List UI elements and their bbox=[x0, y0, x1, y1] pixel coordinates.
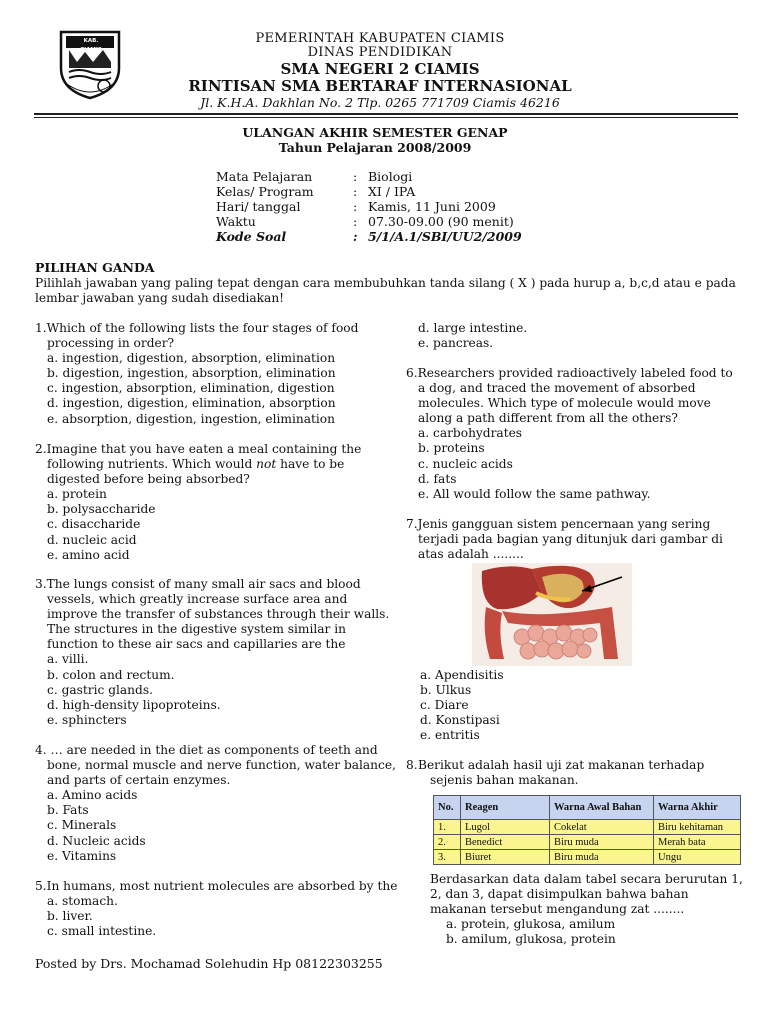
option: a. carbohydrates bbox=[418, 426, 523, 441]
option: d. large intestine. bbox=[418, 321, 528, 335]
info-key: Kelas/ Program bbox=[216, 184, 314, 199]
info-value: XI / IPA bbox=[368, 184, 416, 199]
option: a. ingestion, digestion, absorption, elimination bbox=[47, 351, 336, 366]
instruction-line-2: lembar jawaban yang sudah disediakan! bbox=[35, 291, 285, 305]
digestive-system-illustration bbox=[472, 563, 632, 666]
question-text: 3.The lungs consist of many small air sacs and blood bbox=[35, 577, 361, 591]
question-text: 1.Which of the following lists the four stages of food bbox=[35, 321, 359, 335]
option: e. All would follow the same pathway. bbox=[418, 486, 651, 501]
question-text: 2, dan 3, dapat disimpulkan bahwa bahan bbox=[430, 887, 689, 902]
question-8-after-table bbox=[430, 872, 743, 947]
table-row bbox=[434, 820, 741, 835]
table-cell: 2. bbox=[434, 835, 461, 850]
question-8 bbox=[418, 758, 704, 788]
exam-info bbox=[216, 169, 616, 249]
question-text: Berikut adalah hasil uji zat makanan terhadap bbox=[418, 758, 705, 772]
option: b. proteins bbox=[418, 441, 485, 456]
info-key: Mata Pelajaran bbox=[216, 169, 313, 184]
table-header: Reagen bbox=[461, 796, 550, 820]
option: c. disaccharide bbox=[47, 517, 141, 532]
question-4 bbox=[35, 743, 396, 864]
info-row: Hari/ tanggal : Kamis, 11 Juni 2009 bbox=[216, 199, 496, 214]
table-cell: Lugol bbox=[461, 820, 550, 835]
table-cell: Ungu bbox=[654, 850, 741, 865]
table-cell: Benedict bbox=[461, 835, 550, 850]
question-text: molecules. Which type of molecule would move bbox=[418, 396, 711, 411]
option: c. small intestine. bbox=[47, 924, 157, 939]
info-row-code: Kode Soal : 5/1/A.1/SBI/UU2/2009 bbox=[216, 229, 522, 244]
info-row: Kelas/ Program : XI / IPA bbox=[216, 184, 416, 199]
instruction-line-1: Pilihlah jawaban yang paling tepat dengan cara membubuhkan tanda silang ( X ) pada hurup a, b,c,d atau e pada bbox=[35, 276, 736, 290]
question-7-options bbox=[420, 668, 504, 743]
header-school: SMA NEGERI 2 CIAMIS bbox=[280, 60, 480, 78]
question-text: sejenis bahan makanan. bbox=[430, 773, 579, 788]
option: b. Fats bbox=[47, 803, 89, 818]
question-2 bbox=[35, 442, 361, 563]
table-header: Warna Awal Bahan bbox=[550, 796, 654, 820]
footer-credit: Posted by Drs. Mochamad Solehudin Hp 08122303255 bbox=[35, 956, 383, 971]
option: a. Amino acids bbox=[47, 788, 138, 803]
option: a. protein bbox=[47, 487, 107, 502]
question-text: 2.Imagine that you have eaten a meal containing the bbox=[35, 442, 362, 456]
option: d. Nucleic acids bbox=[47, 833, 146, 848]
option: b. amilum, glukosa, protein bbox=[446, 932, 616, 947]
info-value: 07.30-09.00 (90 menit) bbox=[368, 214, 514, 229]
question-text: 7.Jenis gangguan sistem pencernaan yang sering bbox=[406, 517, 711, 531]
table-cell: Biru muda bbox=[550, 835, 654, 850]
table-cell: 1. bbox=[434, 820, 461, 835]
question-text: Berdasarkan data dalam tabel secara berurutan 1, bbox=[430, 872, 743, 886]
question-text: makanan tersebut mengandung zat ........ bbox=[430, 902, 685, 917]
option: b. polysaccharide bbox=[47, 502, 156, 517]
info-value: Biologi bbox=[368, 169, 413, 184]
table-cell: Biru muda bbox=[550, 850, 654, 865]
table-cell: Cokelat bbox=[550, 820, 654, 835]
info-key: Waktu bbox=[216, 214, 256, 229]
option: d. fats bbox=[418, 471, 457, 486]
option: d. Konstipasi bbox=[420, 713, 500, 728]
table-row bbox=[434, 835, 741, 850]
option: b. colon and rectum. bbox=[47, 667, 175, 682]
question-text: and parts of certain enzymes. bbox=[47, 773, 231, 788]
header-address: Jl. K.H.A. Dakhlan No. 2 Tlp. 0265 771709 Ciamis 46216 bbox=[200, 95, 560, 110]
question-1 bbox=[35, 321, 358, 427]
table-header-row bbox=[434, 796, 741, 820]
option: c. ingestion, absorption, elimination, digestion bbox=[47, 381, 335, 396]
option: e. sphincters bbox=[47, 712, 127, 727]
option: a. stomach. bbox=[47, 894, 118, 909]
option: d. nucleic acid bbox=[47, 532, 137, 547]
question-text: bone, normal muscle and nerve function, water balance, bbox=[47, 758, 396, 773]
option: c. gastric glands. bbox=[47, 682, 153, 697]
question-text: processing in order? bbox=[47, 336, 175, 351]
question-5-continued bbox=[418, 321, 527, 351]
table-cell: Merah bata bbox=[654, 835, 741, 850]
question-text: terjadi pada bagian yang ditunjuk dari gambar di bbox=[418, 532, 723, 547]
table-row bbox=[434, 850, 741, 865]
question-text: vessels, which greatly increase surface area and bbox=[47, 592, 348, 607]
option: c. nucleic acids bbox=[418, 456, 513, 471]
question-text: digested before being absorbed? bbox=[47, 472, 250, 487]
question-6 bbox=[406, 366, 733, 502]
option: d. high-density lipoproteins. bbox=[47, 697, 221, 712]
header-rule-thick bbox=[34, 113, 738, 115]
question-text: 4. … are needed in the diet as components of teeth and bbox=[35, 743, 378, 757]
option: a. protein, glukosa, amilum bbox=[446, 917, 616, 932]
school-logo bbox=[57, 28, 123, 100]
question-text: 5.In humans, most nutrient molecules are absorbed by the bbox=[35, 879, 398, 893]
table-cell: Biuret bbox=[461, 850, 550, 865]
info-row: Mata Pelajaran : Biologi bbox=[216, 169, 413, 184]
option: b. liver. bbox=[47, 909, 93, 924]
question-text: atas adalah ........ bbox=[418, 547, 524, 562]
table-header: No. bbox=[434, 796, 461, 820]
info-row: Waktu : 07.30-09.00 (90 menit) bbox=[216, 214, 514, 229]
question-5 bbox=[35, 879, 397, 939]
info-key: Hari/ tanggal bbox=[216, 199, 301, 214]
question-text: following nutrients. Which would not have to be bbox=[47, 457, 345, 472]
question-text: a dog, and traced the movement of absorbed bbox=[418, 381, 696, 396]
question-8-number: 8. bbox=[406, 758, 418, 772]
option: c. Diare bbox=[420, 698, 469, 713]
section-heading: PILIHAN GANDA bbox=[35, 260, 155, 275]
exam-title: ULANGAN AKHIR SEMESTER GENAP bbox=[242, 125, 508, 140]
info-value: 5/1/A.1/SBI/UU2/2009 bbox=[368, 229, 522, 244]
option: e. Vitamins bbox=[47, 848, 117, 863]
header-department: DINAS PENDIDIKAN bbox=[307, 45, 453, 60]
option: e. amino acid bbox=[47, 547, 130, 562]
table-header: Warna Akhir bbox=[654, 796, 741, 820]
header-rule-thin bbox=[34, 117, 738, 118]
question-text: The structures in the digestive system similar in bbox=[47, 622, 346, 637]
question-3 bbox=[35, 577, 389, 728]
question-text: function to these air sacs and capillaries are the bbox=[47, 637, 346, 652]
test-results-table bbox=[433, 795, 741, 865]
header-program: RINTISAN SMA BERTARAF INTERNASIONAL bbox=[188, 77, 572, 95]
option: a. villi. bbox=[47, 652, 89, 667]
option: e. pancreas. bbox=[418, 336, 494, 351]
info-value: Kamis, 11 Juni 2009 bbox=[368, 199, 496, 214]
question-7 bbox=[406, 517, 723, 562]
table-cell: 3. bbox=[434, 850, 461, 865]
question-text: improve the transfer of substances through their walls. bbox=[47, 607, 390, 622]
option: b. digestion, ingestion, absorption, elimination bbox=[47, 366, 336, 381]
header-government: PEMERINTAH KABUPATEN CIAMIS bbox=[255, 31, 505, 46]
option: b. Ulkus bbox=[420, 683, 472, 698]
exam-year: Tahun Pelajaran 2008/2009 bbox=[278, 140, 472, 155]
option: d. ingestion, digestion, elimination, absorption bbox=[47, 396, 336, 411]
logo-text: KAB. CIAMIS bbox=[80, 38, 102, 53]
option: a. Apendisitis bbox=[420, 668, 504, 682]
option: e. absorption, digestion, ingestion, elimination bbox=[47, 411, 335, 426]
question-text: along a path different from all the others? bbox=[418, 411, 678, 426]
info-key: Kode Soal bbox=[216, 229, 287, 244]
question-text: 6.Researchers provided radioactively labeled food to bbox=[406, 366, 733, 380]
option: e. entritis bbox=[420, 728, 480, 743]
option: c. Minerals bbox=[47, 818, 117, 833]
table-cell: Biru kehitaman bbox=[654, 820, 741, 835]
